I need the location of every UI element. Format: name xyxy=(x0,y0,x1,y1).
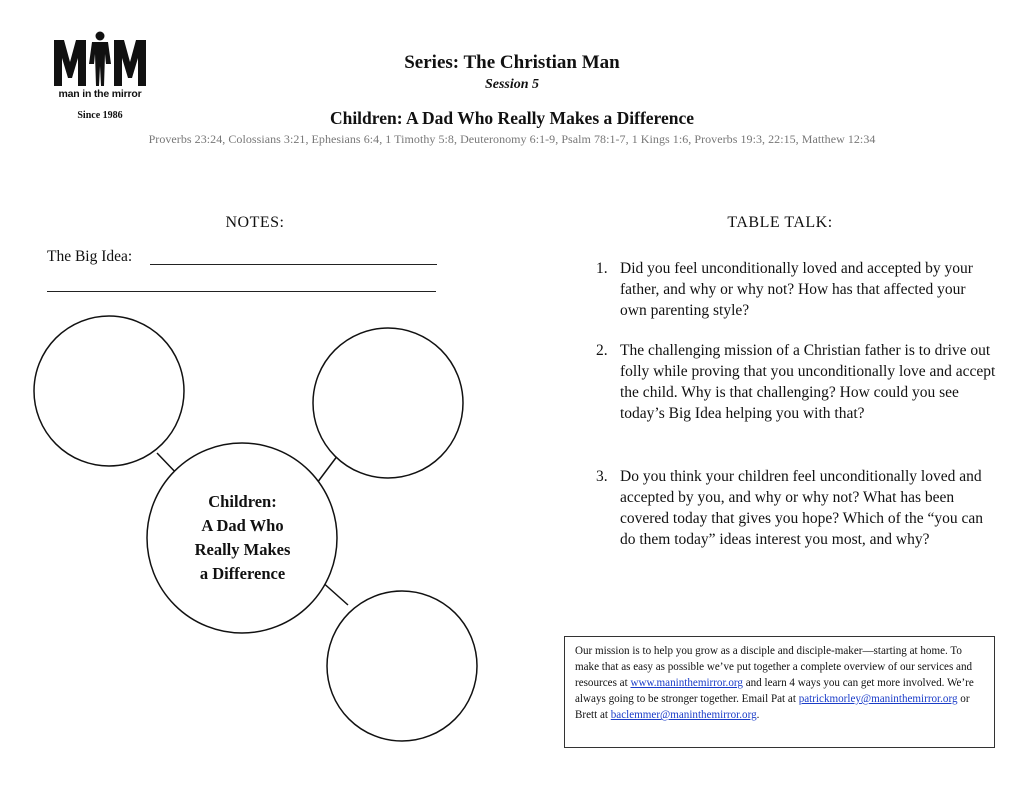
big-idea-blank-line-2 xyxy=(47,291,436,292)
question-number: 2. xyxy=(596,342,608,359)
idea-circle-top-right xyxy=(313,328,463,478)
question-text: The challenging mission of a Christian father is to drive out folly while proving that you unconditionally love and accept the child. Why is that challenging? How could you see today’s Big Idea helping you with that? xyxy=(620,342,996,422)
mission-text: . xyxy=(756,709,760,721)
mission-box xyxy=(564,636,995,748)
big-idea-blank-line xyxy=(150,264,437,265)
session-label: Session 5 xyxy=(484,77,540,92)
idea-circle-top-left xyxy=(34,316,184,466)
series-title: Series: The Christian Man xyxy=(404,52,620,73)
big-idea-label: The Big Idea: xyxy=(47,248,133,265)
mission-text: and learn 4 ways you can get more involved. We’re always going to be stronger together. Email Pat at xyxy=(575,677,974,705)
idea-circle-bottom-right xyxy=(327,591,477,741)
question-item xyxy=(596,466,996,550)
scripture-references: Proverbs 23:24, Colossians 3:21, Ephesians 6:4, 1 Timothy 5:8, Deuteronomy 6:1-9, Psalm 78:1-7, 1 Kings 1:6, Proverbs 19:3, 22:15, Matthew 12:34 xyxy=(148,132,876,146)
table-talk-heading: TABLE TALK: xyxy=(727,214,833,231)
question-item xyxy=(596,258,996,321)
question-item xyxy=(596,340,996,424)
question-text: Do you think your children feel unconditionally loved and accepted by you, and why or why not? What has been covered today that gives you hope? Which of the “you can do them today” ideas interest you most, and why? xyxy=(620,468,983,548)
email-pat-link[interactable]: patrickmorley@maninthemirror.org xyxy=(798,693,958,705)
mission-text: or Brett at xyxy=(575,693,970,721)
email-brett-link[interactable]: baclemmer@maninthemirror.org xyxy=(610,709,757,721)
question-number: 3. xyxy=(596,468,608,485)
logo-tagline: man in the mirror xyxy=(58,88,142,100)
page-title: Children: A Dad Who Really Makes a Difference xyxy=(329,108,695,128)
question-number: 1. xyxy=(596,260,608,277)
notes-heading: NOTES: xyxy=(225,214,285,231)
logo-since: Since 1986 xyxy=(77,110,123,121)
question-text: Did you feel unconditionally loved and accepted by your father, and why or why not? How has that affected your own parenting style? xyxy=(620,260,973,319)
mission-text: Our mission is to help you grow as a disciple and disciple-maker—starting at home. To make that as easy as possible we’ve put together a complete overview of our services and resources at xyxy=(575,645,973,689)
diagram-center-label: Children: A Dad Who Really Makes a Difference xyxy=(194,492,291,583)
website-link[interactable]: www.maninthemirror.org xyxy=(630,677,743,689)
